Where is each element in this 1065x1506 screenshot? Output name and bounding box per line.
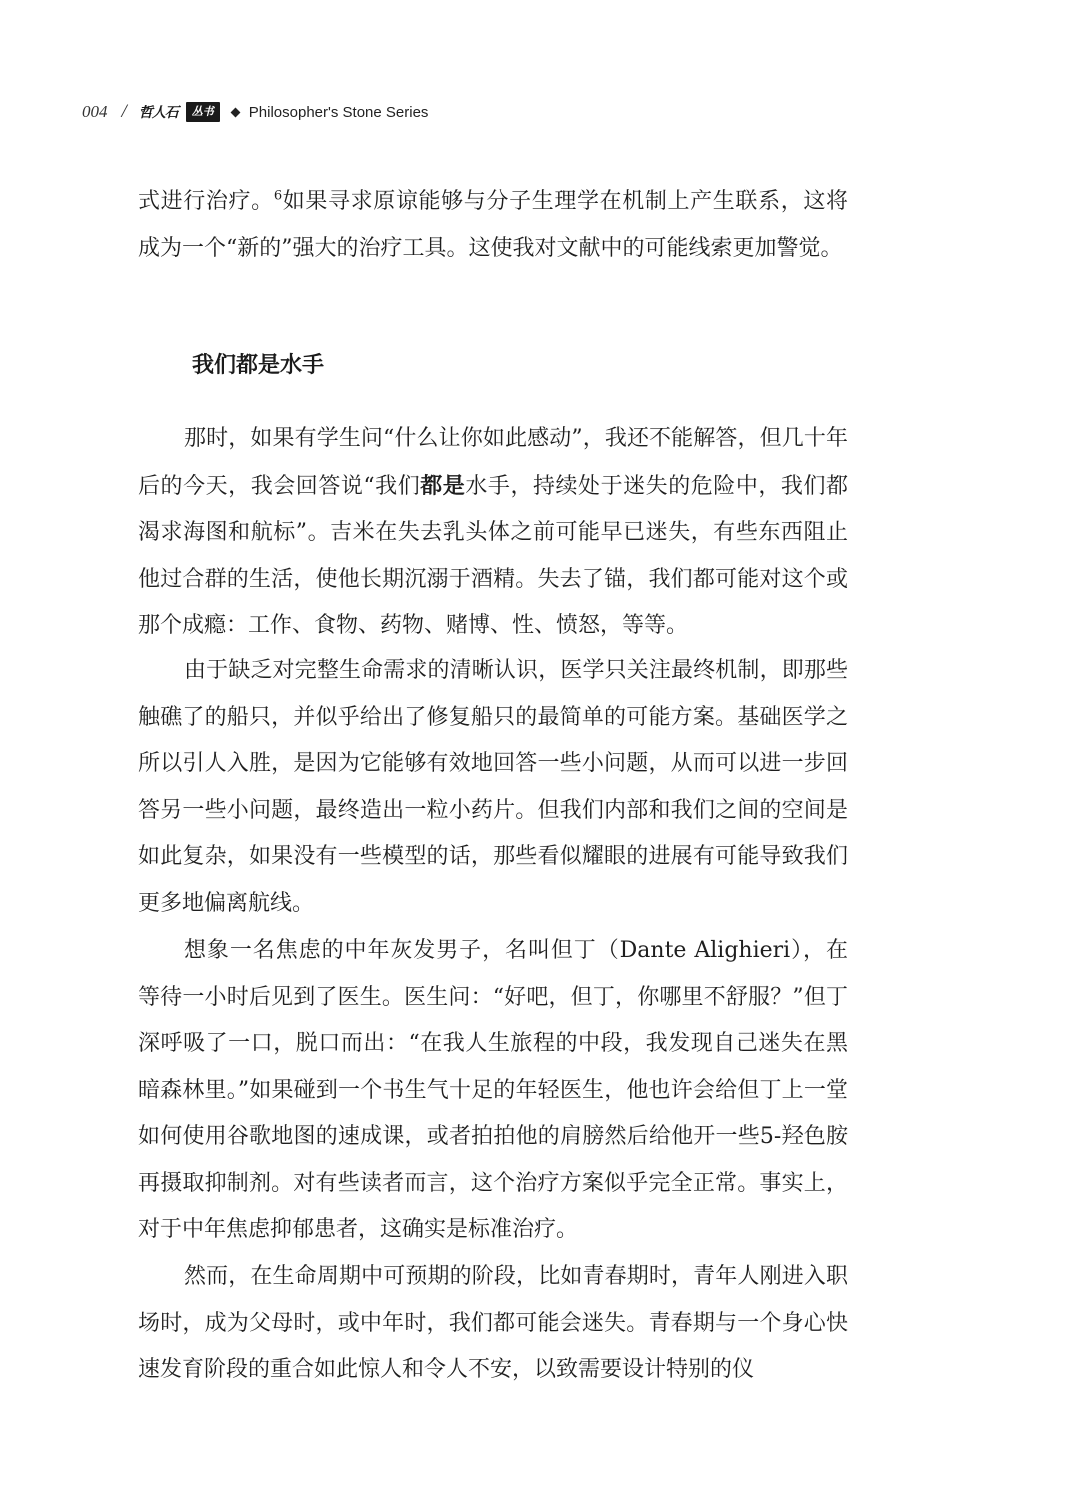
body-paragraph <box>138 416 848 650</box>
series-logo <box>139 101 220 123</box>
body-paragraph: 由于缺乏对完整生命需求的清晰认识，医学只关注最终机制，即那些触礁了的船只，并似乎给出了修复船只的最简单的可能方案。基础医学之所以引人入胜，是因为它能够有效地回答一些小问题，从而可以进一步回答另一些小问题，最终造出一粒小药片。但我们内部和我们之间的空间是如此复杂，如果没有一些模型的话，那些看似耀眼的进展有可能导致我们更多地偏离航线。 <box>138 658 848 916</box>
section-heading: 我们都是水手 <box>192 353 325 378</box>
emphasized-text: 都是 <box>420 472 466 499</box>
running-header <box>82 98 428 126</box>
paragraph-text: 那时，如果有学生问“什么让你如此感动”，我还不能解答，但几十年后的今天，我会回答说“我们 <box>138 426 848 499</box>
series-logo-left: 哲人石 <box>138 105 178 121</box>
body-paragraph: 想象一名焦虑的中年灰发男子，名叫但丁（Dante Alighieri），在等待一小时后见到了医生。医生问：“好吧，但丁，你哪里不舒服？”但丁深呼吸了一口，脱口而出：“在我人生旅程的中段，我发现自己迷失在黑暗森林里。”如果碰到一个书生气十足的年轻医生，他也许会给但丁上一堂如何使用谷歌地图的速成课，或者拍拍他的肩膀然后给他开一些5-羟色胺再摄取抑制剂。对有些读者而言，这个治疗方案似乎完全正常。事实上，对于中年焦虑抑郁患者，这确实是标准治疗。 <box>138 938 848 1242</box>
series-logo-right: 丛书 <box>186 102 220 122</box>
body-paragraph-continued <box>138 179 848 272</box>
page-number: 004 <box>82 102 108 121</box>
paragraph-text: 式进行治疗。 <box>138 189 274 214</box>
header-separator: / <box>121 101 127 122</box>
footnote-reference[interactable]: 6 <box>273 188 283 204</box>
diamond-bullet-icon <box>230 107 240 117</box>
paragraph-text: 水手，持续处于迷失的危险中，我们都渴求海图和航标”。吉米在失去乳头体之前可能早已迷失，有些东西阻止他过合群的生活，使他长期沉溺于酒精。失去了锚，我们都可能对这个或那个成瘾：工作、食物、药物、赌博、性、愤怒，等等。 <box>138 473 848 638</box>
paragraph-text: 如果寻求原谅能够与分子生理学在机制上产生联系，这将成为一个“新的”强大的治疗工具。这使我对文献中的可能线索更加警觉。 <box>138 189 848 261</box>
series-name: Philosopher's Stone Series <box>248 103 429 121</box>
body-paragraph: 然而，在生命周期中可预期的阶段，比如青春期时，青年人刚进入职场时，成为父母时，或中年时，我们都可能会迷失。青春期与一个身心快速发育阶段的重合如此惊人和令人不安，以致需要设计特别的仪 <box>138 1264 848 1382</box>
